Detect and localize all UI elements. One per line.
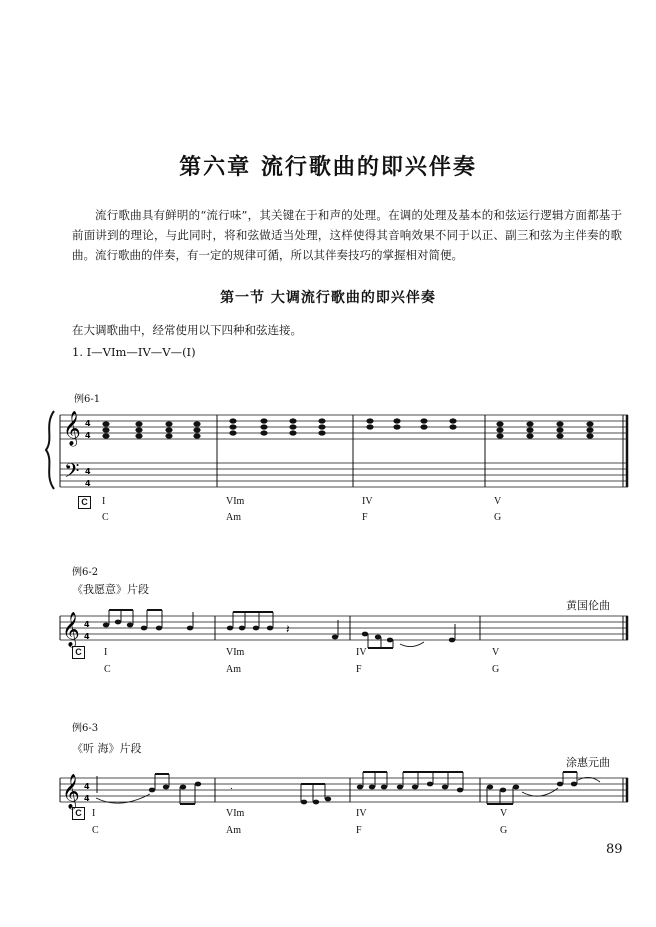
roman-numeral: I [92, 808, 96, 819]
svg-text:4: 4 [84, 620, 90, 629]
roman-numeral: IV [356, 808, 367, 819]
svg-text:𝄞: 𝄞 [62, 774, 80, 809]
chord-name: C [104, 664, 111, 675]
chord-name: F [356, 825, 362, 836]
svg-text:4: 4 [85, 479, 91, 488]
key-box: C [72, 807, 85, 820]
roman-numeral: I [102, 496, 106, 507]
chord-name: Am [226, 512, 241, 523]
roman-numeral: VIm [226, 647, 245, 658]
svg-text:𝄞: 𝄞 [63, 411, 81, 446]
chord-name: G [500, 825, 508, 836]
svg-text:𝄽: 𝄽 [286, 622, 290, 636]
roman-numeral: I [104, 647, 108, 658]
section-intro: 在大调歌曲中，经常使用以下四种和弦连接。 [72, 323, 302, 337]
melody-staff [60, 608, 630, 648]
chord-name: F [356, 664, 362, 675]
svg-text:.: . [230, 782, 233, 792]
grand-staff [40, 405, 630, 495]
chord-name: G [494, 512, 502, 523]
roman-numeral: V [500, 808, 508, 819]
chord-name: Am [226, 825, 241, 836]
roman-numeral: IV [356, 647, 367, 658]
chapter-title: 第六章 流行歌曲的即兴伴奏 [179, 154, 477, 180]
page-number: 89 [606, 842, 623, 857]
chord-name: C [92, 825, 99, 836]
roman-numeral: IV [362, 496, 373, 507]
key-box: C [78, 496, 91, 509]
composer: 涂惠元曲 [566, 756, 610, 769]
chord-name: C [102, 512, 109, 523]
svg-text:4: 4 [84, 632, 90, 641]
svg-text:4: 4 [85, 431, 91, 440]
song-title: 《听 海》片段 [72, 742, 142, 755]
svg-text:4: 4 [84, 794, 90, 803]
progression-heading: 1. I—VIm—IV—V—(I) [72, 345, 196, 359]
chord-name: F [362, 512, 368, 523]
roman-numeral: VIm [226, 808, 245, 819]
melody-staff [60, 772, 630, 812]
song-title: 《我愿意》片段 [72, 583, 149, 596]
intro-paragraph: 流行歌曲具有鲜明的“流行味”，其关键在于和声的处理。在调的处理及基本的和弦运行逻辑方面都基于前面讲到的理论，与此同时，将和弦做适当处理，这样使得其音响效果不同于以正、副三和弦为主伴奏的歌曲。流行歌曲的伴奏，有一定的规律可循，所以其伴奏技巧的掌握相对简便。 [72, 208, 622, 262]
svg-text:𝄢: 𝄢 [64, 459, 80, 487]
svg-text:4: 4 [84, 782, 90, 791]
roman-numeral: VIm [226, 496, 245, 507]
example-label: 例6-3 [72, 723, 99, 734]
chord-name: Am [226, 664, 241, 675]
composer: 黄国伦曲 [566, 599, 610, 612]
svg-text:4: 4 [85, 419, 91, 428]
chord-name: G [492, 664, 500, 675]
key-box: C [72, 646, 85, 659]
roman-numeral: V [492, 647, 500, 658]
svg-text:4: 4 [85, 467, 91, 476]
roman-numeral: V [494, 496, 502, 507]
example-label: 例6-2 [72, 567, 99, 578]
section-title: 第一节 大调流行歌曲的即兴伴奏 [220, 290, 436, 306]
svg-text:𝄞: 𝄞 [62, 612, 80, 647]
example-label: 例6-1 [74, 394, 101, 405]
